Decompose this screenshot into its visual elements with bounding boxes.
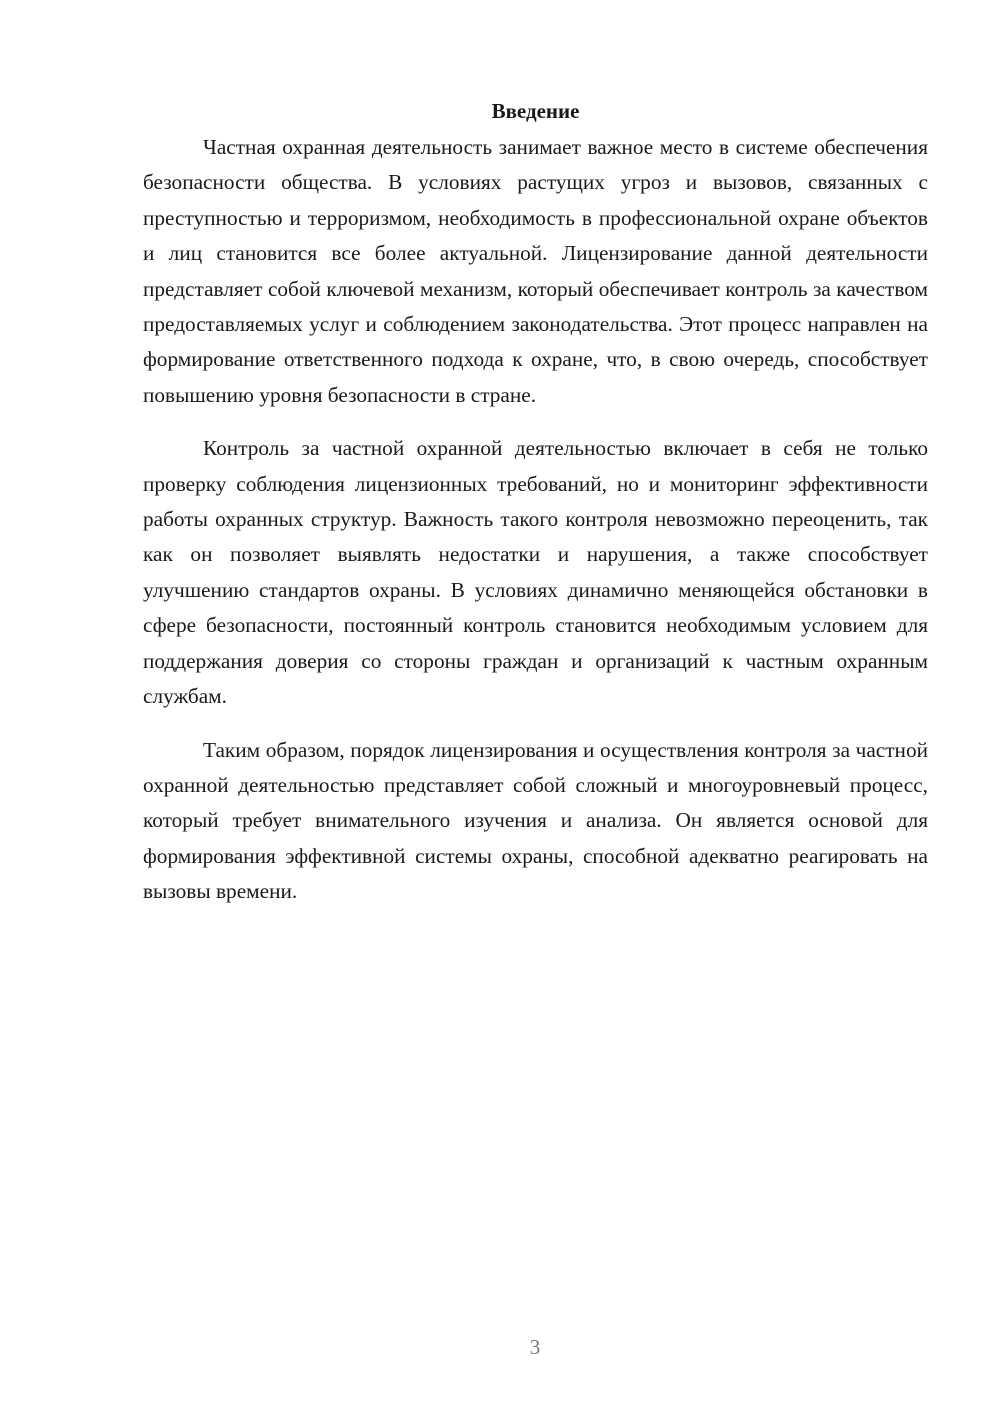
section-heading: Введение <box>491 99 580 123</box>
paragraph-3: Таким образом, порядок лицензирования и осуществления контроля за частной охранной деятельностью представляет собой сложный и многоуровневый процесс, который требует внимательного изучения и анализа. Он является основой для формирования эффективной системы охраны, способной адекватно реагировать на вызовы времени. <box>143 737 928 904</box>
paragraph-1: Частная охранная деятельность занимает важное место в системе обеспечения безопасности общества. В условиях растущих угроз и вызовов, связанных с преступностью и терроризмом, необходимость в профессиональной охране объектов и лиц становится все более актуальной. Лицензирование данной деятельности представляет собой ключевой механизм, который обеспечивает контроль за качеством предоставляемых услуг и соблюдением законодательства. Этот процесс направлен на формирование ответственного подхода к охране, что, в свою очередь, способствует повышению уровня безопасности в стране. <box>143 135 928 407</box>
paragraph-2: Контроль за частной охранной деятельностью включает в себя не только проверку соблюдения лицензионных требований, но и мониторинг эффективности работы охранных структур. Важность такого контроля невозможно переоценить, так как он позволяет выявлять недостатки и нарушения, а также способствует улучшению стандартов охраны. В условиях динамично меняющейся обстановки в сфере безопасности, постоянный контроль становится необходимым условием для поддержания доверия со стороны граждан и организаций к частным охранным службам. <box>143 436 928 709</box>
page-content <box>143 96 928 928</box>
page-number: 3 <box>529 1335 541 1359</box>
